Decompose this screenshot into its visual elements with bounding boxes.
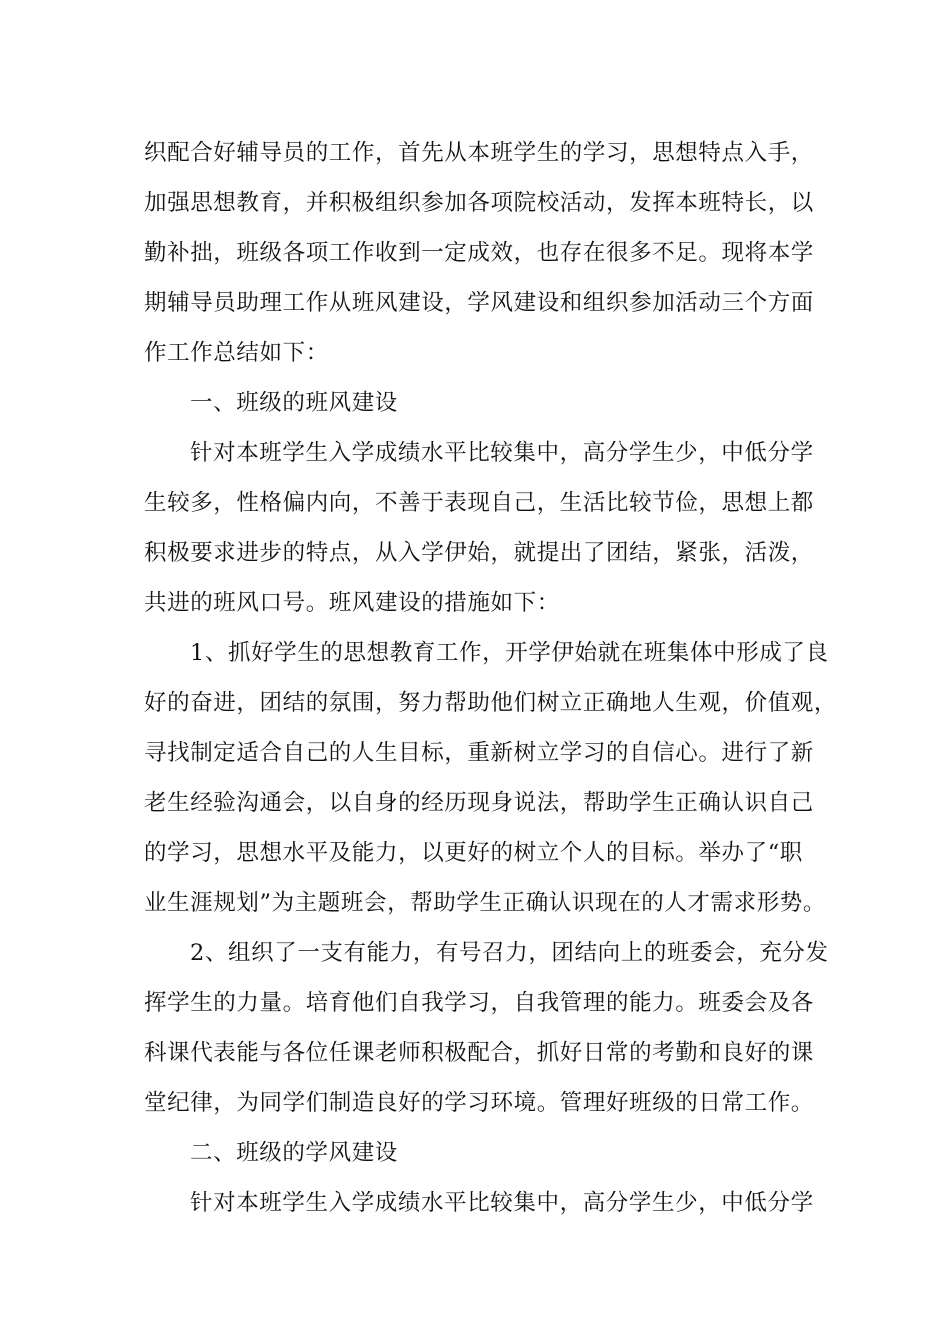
text-line-7: 针对本班学生入学成绩水平比较集中，高分学生少，中低分学 — [190, 440, 814, 466]
list-item-2-line-1: 2、组织了一支有能力，有号召力，团结向上的班委会，充分发 — [190, 940, 829, 966]
text-line-1: 织配合好辅导员的工作，首先从本班学生的学习，思想特点入手， — [144, 140, 814, 166]
text-line-22: 针对本班学生入学成绩水平比较集中，高分学生少，中低分学 — [190, 1190, 814, 1216]
text-line-5: 作工作总结如下： — [144, 340, 329, 366]
list-item-1-line-3: 寻找制定适合自己的人生目标，重新树立学习的自信心。进行了新 — [144, 740, 814, 766]
list-item-2-line-2: 挥学生的力量。培育他们自我学习，自我管理的能力。班委会及各 — [144, 990, 814, 1016]
section-heading-1: 一、班级的班风建设 — [190, 390, 398, 416]
list-item-1-line-5: 的学习，思想水平及能力，以更好的树立个人的目标。举办了“职 — [144, 840, 803, 866]
list-item-2-line-4: 堂纪律，为同学们制造良好的学习环境。管理好班级的日常工作。 — [144, 1090, 814, 1116]
text-line-10: 共进的班风口号。班风建设的措施如下： — [144, 590, 560, 616]
section-heading-2: 二、班级的学风建设 — [190, 1140, 398, 1166]
text-line-4: 期辅导员助理工作从班风建设，学风建设和组织参加活动三个方面 — [144, 290, 814, 316]
document-body — [144, 128, 838, 1228]
text-line-2: 加强思想教育，并积极组织参加各项院校活动，发挥本班特长，以 — [144, 190, 814, 216]
text-line-9: 积极要求进步的特点，从入学伊始，就提出了团结，紧张，活泼， — [144, 540, 814, 566]
list-item-1-line-4: 老生经验沟通会，以自身的经历现身说法，帮助学生正确认识自己 — [144, 790, 814, 816]
list-item-1-line-1: 1、抓好学生的思想教育工作，开学伊始就在班集体中形成了良 — [190, 640, 829, 666]
text-line-8: 生较多，性格偏内向，不善于表现自己，生活比较节俭，思想上都 — [144, 490, 814, 516]
list-item-1-line-2: 好的奋进，团结的氛围，努力帮助他们树立正确地人生观，价值观， — [144, 690, 838, 716]
list-item-2-line-3: 科课代表能与各位任课老师积极配合，抓好日常的考勤和良好的课 — [144, 1040, 814, 1066]
list-item-1-line-6: 业生涯规划”为主题班会，帮助学生正确认识现在的人才需求形势。 — [144, 890, 827, 916]
text-line-3: 勤补拙，班级各项工作收到一定成效，也存在很多不足。现将本学 — [144, 240, 814, 266]
